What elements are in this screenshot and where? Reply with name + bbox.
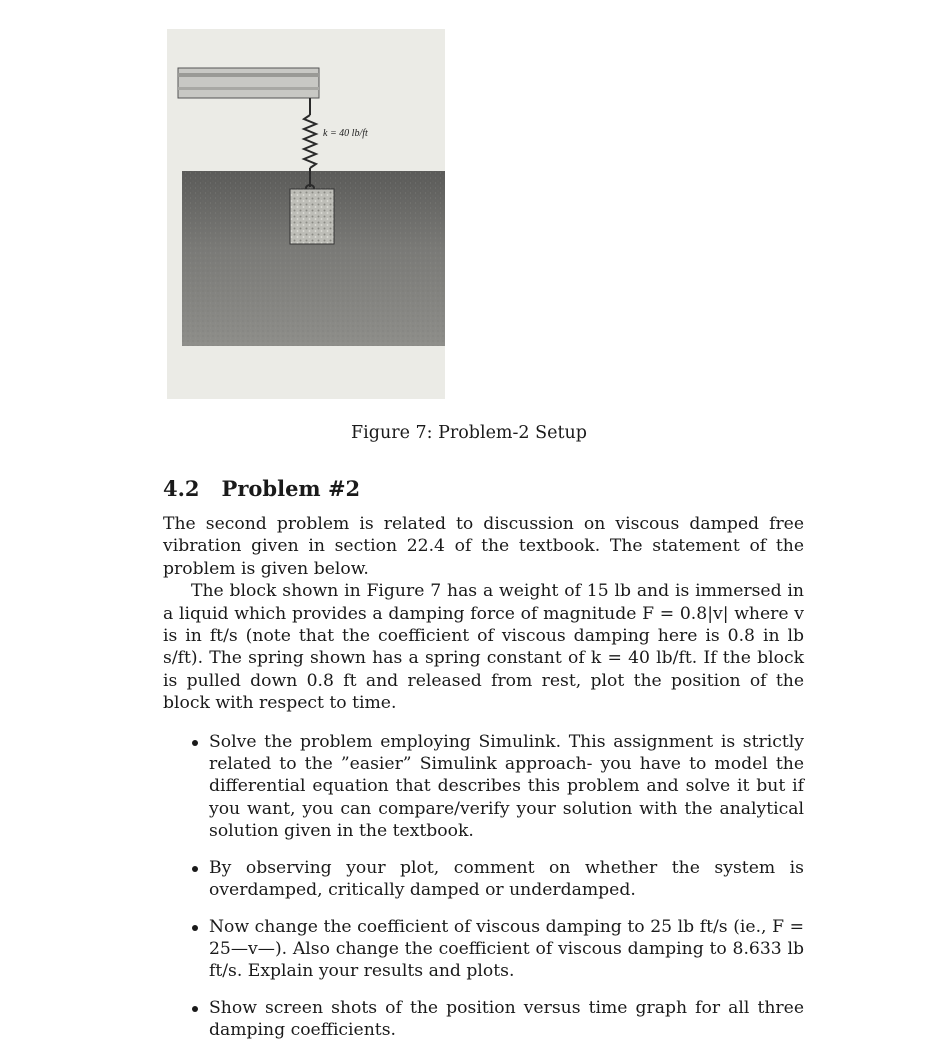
spring-constant-label: k = 40 lb/ft bbox=[323, 128, 368, 139]
list-item-text: Show screen shots of the position versus time graph for all three damping coefficients. bbox=[209, 997, 804, 1041]
task-list bbox=[163, 731, 804, 1042]
bullet-icon bbox=[192, 740, 198, 746]
list-item-text: By observing your plot, comment on whether the system is overdamped, critically damped or underdamped. bbox=[209, 857, 804, 901]
list-item-text: Now change the coefficient of viscous damping to 25 lb ft/s (ie., F = 25—v—). Also change the coefficient of viscous damping to 8.633 lb ft/s. Explain your results and plots. bbox=[209, 916, 804, 982]
list-item bbox=[163, 731, 804, 843]
bullet-icon bbox=[192, 1006, 198, 1012]
problem-statement-paragraph: The block shown in Figure 7 has a weight of 15 lb and is immersed in a liquid which provides a damping force of magnitude F = 0.8|v| where v is in ft/s (note that the coefficient of viscous damping here is 0.8 in lb s/ft). The spring shown has a spring constant of k = 40 lb/ft. If the block is pulled down 0.8 ft and released from rest, plot the position of the block with respect to time. bbox=[163, 581, 804, 714]
figure-caption: Figure 7: Problem-2 Setup bbox=[351, 423, 587, 443]
spring-block-illustration bbox=[167, 29, 445, 399]
block bbox=[290, 189, 334, 244]
bullet-icon bbox=[192, 866, 198, 872]
list-item bbox=[163, 997, 804, 1042]
figure-7-photo bbox=[167, 29, 445, 399]
section-title: Problem #2 bbox=[221, 476, 361, 501]
problem-body bbox=[163, 513, 804, 1056]
bullet-icon bbox=[192, 925, 198, 931]
intro-paragraph: The second problem is related to discussion on viscous damped free vibration given in section 22.4 of the textbook. The statement of the problem is given below. bbox=[163, 514, 804, 579]
section-number: 4.2 bbox=[163, 476, 200, 501]
support-beam bbox=[178, 68, 319, 98]
list-item bbox=[163, 916, 804, 983]
list-item-text: Solve the problem employing Simulink. This assignment is strictly related to the ”easier” Simulink approach- you have to model the differential equation that describes this problem and solve it but if you want, you can compare/verify your solution with the analytical solution given in the textbook. bbox=[209, 731, 804, 842]
list-item bbox=[163, 857, 804, 902]
section-heading bbox=[163, 476, 360, 501]
